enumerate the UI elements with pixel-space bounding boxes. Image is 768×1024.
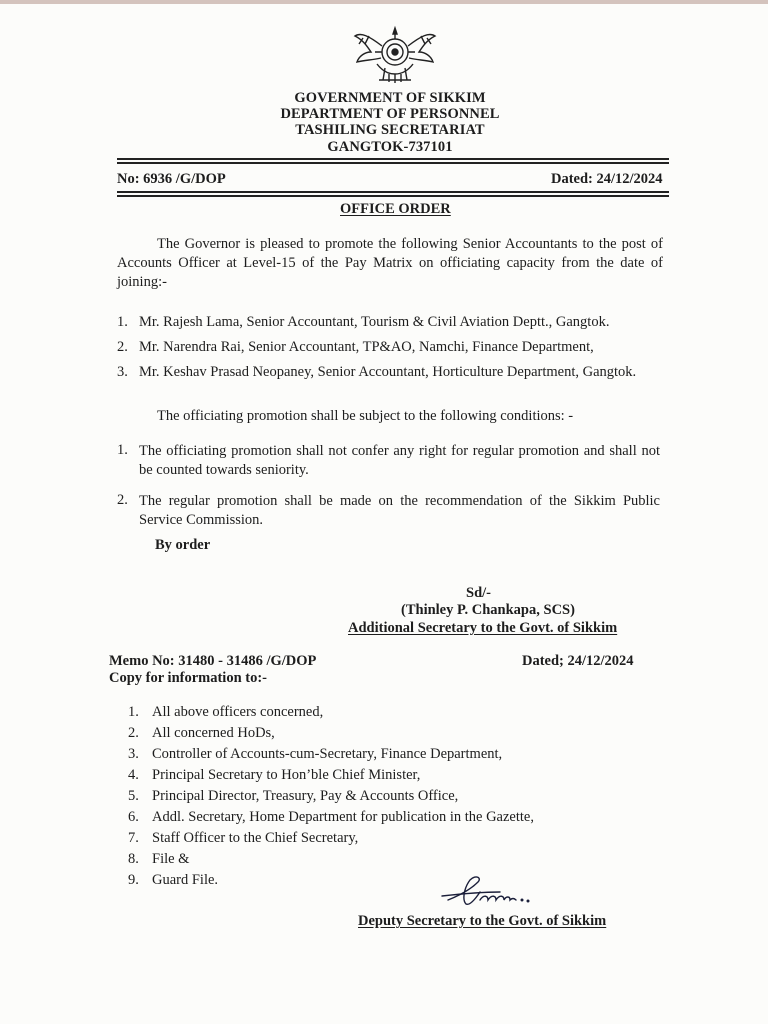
header-line-2: DEPARTMENT OF PERSONNEL (280, 106, 500, 122)
copy-list-item: 4. Principal Secretary to Hon’ble Chief Minister, (128, 767, 421, 783)
signatory-name: (Thinley P. Chankapa, SCS) (401, 602, 575, 618)
promotee-number: 3. (117, 364, 128, 380)
copy-list-item: 6. Addl. Secretary, Home Department for publication in the Gazette, (128, 809, 534, 825)
signatory-designation: Additional Secretary to the Govt. of Sikkim (348, 620, 618, 636)
copy-list-item: 8. File & (128, 851, 190, 867)
sikkim-emblem-icon (349, 22, 441, 88)
order-number: No: 6936 /G/DOP (117, 171, 226, 187)
promotee-item: Mr. Rajesh Lama, Senior Accountant, Tourism & Civil Aviation Deptt., Gangtok. (139, 314, 610, 330)
memo-date: Dated; 24/12/2024 (522, 653, 634, 669)
header-divider-top (117, 158, 669, 160)
page-top-edge (0, 0, 768, 4)
intro-paragraph: The Governor is pleased to promote the following Senior Accountants to the post of Accounts Officer at Level-15 of the Pay Matrix on officiating capacity from the date of joining:- (117, 236, 663, 290)
document-title: OFFICE ORDER (340, 201, 451, 217)
by-order: By order (155, 537, 211, 553)
header-line-3: TASHILING SECRETARIAT (295, 122, 485, 138)
ref-divider (117, 191, 669, 193)
copy-to-heading: Copy for information to:- (109, 670, 268, 686)
header-line-4: GANGTOK-737101 (327, 139, 453, 155)
promotee-number: 1. (117, 314, 128, 330)
header-line-1: GOVERNMENT OF SIKKIM (294, 90, 486, 106)
promotee-item: Mr. Narendra Rai, Senior Accountant, TP&AO, Namchi, Finance Department, (139, 339, 594, 355)
condition-item: The regular promotion shall be made on the recommendation of the Sikkim Public Service Commission. (139, 493, 660, 528)
promotee-number: 2. (117, 339, 128, 355)
copy-list-item: 2. All concerned HoDs, (128, 725, 275, 741)
deputy-secretary-designation: Deputy Secretary to the Govt. of Sikkim (358, 913, 607, 929)
copy-list-item: 7. Staff Officer to the Chief Secretary, (128, 830, 359, 846)
copy-list-item: 9. Guard File. (128, 872, 219, 888)
promotee-item: Mr. Keshav Prasad Neopaney, Senior Accountant, Horticulture Department, Gangtok. (139, 364, 637, 380)
condition-number: 1. (117, 442, 128, 458)
handwritten-signature (440, 870, 540, 914)
signature-sd: Sd/- (466, 585, 491, 601)
ref-divider-2 (117, 195, 669, 197)
copy-list-item: 3. Controller of Accounts-cum-Secretary, Finance Department, (128, 746, 503, 762)
condition-item: The officiating promotion shall not confer any right for regular promotion and shall not be counted towards seniority. (139, 443, 660, 478)
memo-number: Memo No: 31480 - 31486 /G/DOP (109, 653, 317, 669)
condition-number: 2. (117, 492, 128, 508)
header-divider-top-2 (117, 162, 669, 164)
copy-list-item: 5. Principal Director, Treasury, Pay & Accounts Office, (128, 788, 459, 804)
conditions-intro: The officiating promotion shall be subject to the following conditions: - (157, 408, 574, 424)
order-date: Dated: 24/12/2024 (551, 171, 663, 187)
copy-list-item: 1. All above officers concerned, (128, 704, 324, 720)
